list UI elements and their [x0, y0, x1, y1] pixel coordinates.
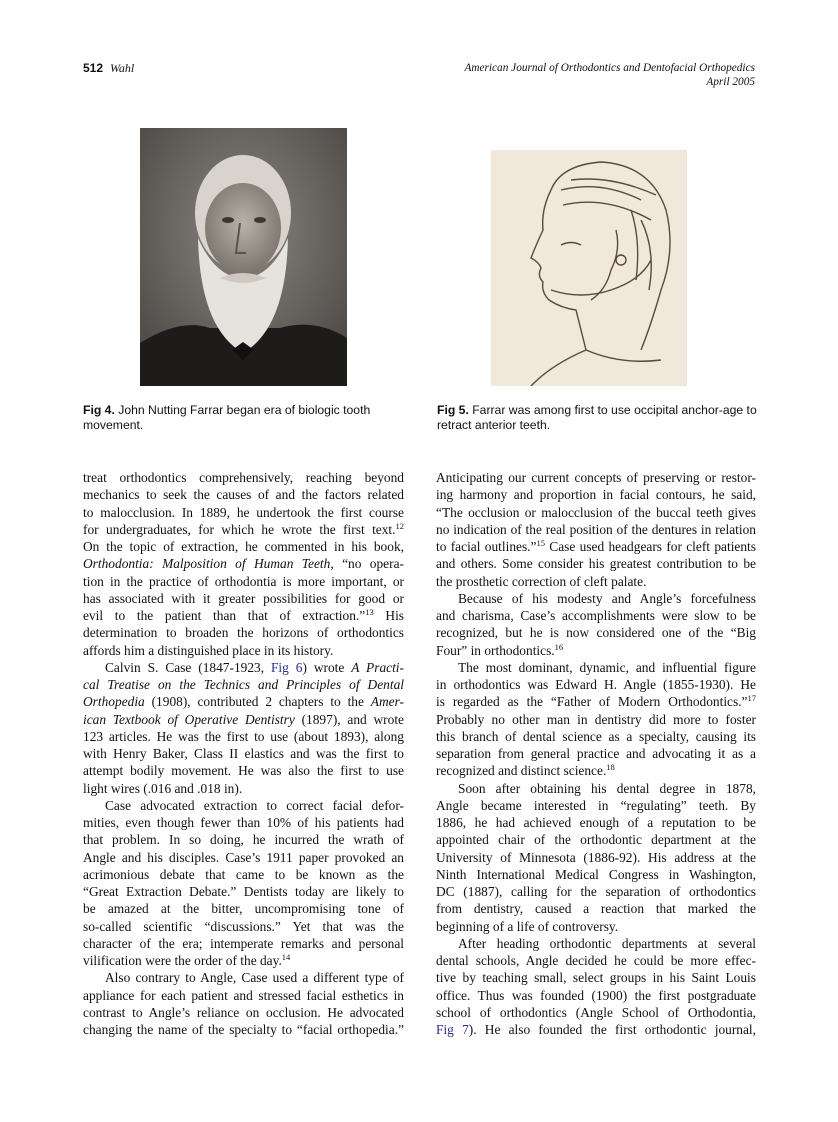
text-line	[436, 866, 756, 883]
text-line	[83, 486, 404, 503]
text-line	[83, 693, 404, 710]
text-line	[436, 969, 756, 986]
figure-5-caption	[437, 403, 759, 433]
figure-4-caption	[83, 403, 418, 433]
text-run: treat orthodontics comprehensively, reaching beyond	[83, 470, 404, 485]
text-run: with Henry Baker, Class II elastics and was the first to	[83, 746, 404, 761]
text-line	[83, 538, 404, 555]
body-column-right	[436, 469, 756, 1038]
text-run: and charisma, Case’s accomplishments were slow to be	[436, 608, 756, 623]
text-run: that problem. In so doing, he incurred the wrath of	[83, 832, 404, 848]
figure-link[interactable]: Fig 6	[270, 659, 303, 675]
text-run: 1886, he had achieved enough of a reputation to be	[436, 815, 756, 830]
text-run: ). He also founded the first orthodontic journal,	[468, 1022, 756, 1037]
text-line	[83, 624, 404, 641]
text-run: Angle became interested in “regulating” teeth. By	[436, 797, 756, 813]
text-run: is regarded as the “Father of Modern Orthodontics.”	[436, 694, 748, 710]
italic-text: A Practi-	[351, 659, 404, 675]
text-run: appointed chair of the orthodontic department at the	[436, 832, 756, 848]
reference-superscript[interactable]: 14	[281, 952, 291, 962]
running-header-left	[83, 61, 134, 76]
text-line	[83, 987, 404, 1004]
text-line	[83, 814, 404, 831]
text-line	[436, 521, 756, 538]
text-line	[83, 762, 404, 779]
text-run: mities, even though fewer than 10% of his patients had	[83, 815, 404, 830]
text-line	[83, 504, 404, 521]
italic-text: ican Textbook of Operative Dentistry	[83, 711, 295, 727]
text-run: and others. Some consider his greatest contribution to be	[436, 556, 756, 572]
text-line	[436, 1021, 756, 1038]
reference-superscript[interactable]: 13	[365, 607, 374, 617]
text-run: evil to the patient than that of extraction.”	[83, 608, 366, 623]
text-run: affords him a distinguished place in its history.	[83, 642, 334, 658]
reference-superscript[interactable]: 15	[536, 538, 545, 548]
text-line	[83, 555, 404, 572]
text-run: Because of his modesty and Angle’s forcefulness	[458, 590, 756, 606]
text-line	[83, 607, 404, 624]
text-run: “The occlusion or malocclusion of the buccal teeth gives	[436, 504, 756, 520]
text-run: Soon after obtaining his dental degree in 1878,	[458, 780, 756, 796]
figure-link[interactable]: Fig 7	[436, 1022, 469, 1037]
text-run: University of Minnesota (1886-92). His address at the	[436, 849, 756, 865]
text-run: (1897), and wrote	[294, 711, 404, 727]
figure-4-portrait-photo	[140, 128, 347, 386]
italic-text: cal Treatise on the Technics and Principles of Dental	[83, 677, 404, 692]
text-line	[436, 573, 756, 590]
text-line	[83, 780, 404, 797]
running-header-right	[464, 61, 755, 89]
text-run: tive by teaching small, select groups in his Saint Louis	[436, 970, 756, 986]
text-run: mechanics to seek the causes of and the factors related	[83, 487, 404, 503]
text-run: determination to broaden the horizons of orthodontics	[83, 625, 404, 641]
italic-text: Amer-	[370, 694, 404, 710]
text-line	[83, 711, 404, 728]
text-run: office. Thus was founded (1900) the first postgraduate	[436, 987, 756, 1003]
text-line	[436, 642, 756, 659]
italic-text: Orthopedia	[83, 694, 145, 710]
text-line	[83, 642, 404, 659]
text-run: no indication of the real position of the dentures in relation	[436, 521, 756, 537]
text-run: DC (1887), calling for the separation of orthodontics	[436, 884, 756, 899]
text-line	[436, 693, 756, 710]
text-run: character of the era; intemperate remarks and personal	[83, 935, 404, 951]
text-line	[83, 849, 404, 866]
figure-4-label: Fig 4.	[83, 403, 115, 417]
issue-date: April 2005	[706, 76, 755, 88]
text-line	[83, 659, 404, 676]
figure-4-caption-text: John Nutting Farrar began era of biologic tooth movement.	[83, 403, 371, 432]
text-run: the prosthetic correction of cleft palate.	[436, 573, 647, 589]
text-line	[436, 780, 756, 797]
reference-superscript[interactable]: 18	[606, 762, 615, 773]
figure-5-sketch	[491, 150, 687, 386]
text-line	[83, 866, 404, 883]
text-line	[436, 607, 756, 624]
text-line	[436, 883, 756, 900]
text-run: so-called scientific “discussions.” Yet that was the	[83, 918, 404, 934]
text-run: dental schools, Angle decided he could be more effec-	[436, 953, 756, 968]
text-run: separation from general practice and advocating it as a	[436, 746, 756, 761]
text-line	[436, 900, 756, 917]
text-run: contrast to Angle’s reliance on occlusion. He advocated	[83, 1004, 404, 1020]
text-run: attempt bodily movement. He was also the first to use	[83, 763, 404, 779]
text-line	[83, 590, 404, 607]
text-line	[436, 1004, 756, 1021]
text-line	[83, 952, 404, 969]
text-line	[83, 883, 404, 900]
text-run: Anticipating our current concepts of preserving or restor-	[436, 470, 756, 485]
text-line	[436, 918, 756, 935]
text-line	[83, 1021, 404, 1038]
text-line	[436, 831, 756, 848]
text-run: be amazed at the bitter, uncompromising tone of	[83, 901, 404, 917]
text-line	[83, 918, 404, 935]
text-run: , “no opera-	[330, 556, 404, 572]
reference-superscript[interactable]: 17	[747, 693, 756, 704]
text-run: The most dominant, dynamic, and influential figure	[458, 659, 756, 675]
text-run: Case used headgears for cleft patients	[544, 539, 756, 554]
text-line	[436, 469, 756, 486]
text-run: recognized, but he is now considered one of the “Big	[436, 625, 756, 641]
text-run: Ninth International Medical Congress in Washington,	[436, 866, 756, 882]
text-line	[83, 1004, 404, 1021]
text-line	[436, 504, 756, 521]
text-run: in orthodontics was Edward H. Angle (1855-1930). He	[436, 677, 756, 692]
reference-superscript[interactable]: 16	[554, 641, 564, 652]
text-run: changing the name of the specialty to “facial orthopedia.”	[83, 1022, 404, 1037]
text-run: has associated with it greater possibilities for good or	[83, 590, 404, 606]
text-run: this branch of dental science as a specialty, causing its	[436, 728, 756, 744]
text-line	[83, 797, 404, 814]
text-line	[83, 521, 404, 538]
text-line	[436, 555, 756, 572]
text-run: After heading orthodontic departments at several	[458, 935, 756, 951]
text-run: On the topic of extraction, he commented in his book,	[83, 539, 404, 554]
text-run: 123 articles. He was the first to use (about 1893), along	[83, 728, 404, 744]
text-run: Probably no other man in dentistry did more to foster	[436, 711, 756, 727]
text-line	[436, 590, 756, 607]
text-line	[436, 676, 756, 693]
figure-5-caption-text: Farrar was among first to use occipital anchor-age to retract anterior teeth.	[437, 403, 757, 432]
text-run: to malocclusion. In 1889, he undertook the first course	[83, 504, 404, 520]
text-run: recognized and distinct science.	[436, 763, 607, 779]
text-line	[83, 831, 404, 848]
text-line	[83, 728, 404, 745]
figure-5-label: Fig 5.	[437, 403, 469, 417]
text-line	[83, 745, 404, 762]
text-line	[436, 624, 756, 641]
text-run: for undergraduates, for which he wrote the first text.	[83, 521, 396, 537]
text-run: (1908), contributed 2 chapters to the	[144, 694, 371, 710]
text-run: to facial outlines.”	[436, 539, 537, 554]
text-line	[436, 762, 756, 779]
text-line	[436, 952, 756, 969]
text-run: ) wrote	[302, 659, 352, 675]
text-line	[83, 676, 404, 693]
body-column-left	[83, 469, 404, 1038]
text-line	[436, 711, 756, 728]
text-line	[436, 538, 756, 555]
page-number: 512	[83, 61, 104, 75]
text-line	[436, 659, 756, 676]
text-run: tion in the practice of orthodontia is more important, or	[83, 573, 404, 589]
text-run: from dentistry, caused a reaction that marked the	[436, 901, 756, 917]
text-line	[436, 797, 756, 814]
text-run: Case advocated extraction to correct facial defor-	[105, 797, 404, 813]
text-line	[436, 814, 756, 831]
text-line	[436, 728, 756, 745]
journal-title: American Journal of Orthodontics and Dentofacial Orthopedics	[464, 62, 755, 74]
running-author: Wahl	[110, 61, 135, 75]
reference-superscript[interactable]: 12	[395, 520, 404, 531]
text-run: Four” in orthodontics.	[436, 642, 555, 658]
text-run: Also contrary to Angle, Case used a different type of	[105, 970, 404, 986]
text-run: appliance for each patient and stressed facial esthetics in	[83, 987, 404, 1003]
text-line	[436, 486, 756, 503]
text-line	[436, 849, 756, 866]
text-line	[83, 935, 404, 952]
text-run: Calvin S. Case (1847-1923,	[105, 659, 271, 675]
text-run: “Great Extraction Debate.” Dentists today are likely to	[83, 884, 404, 899]
italic-text: Orthodontia: Malposition of Human Teeth	[83, 556, 331, 572]
text-line	[83, 969, 404, 986]
text-run: Angle and his disciples. Case’s 1911 paper provoked an	[83, 849, 404, 865]
text-run: vilification were the order of the day.	[83, 953, 282, 968]
text-run: school of orthodontics (Angle School of Orthodontia,	[436, 1004, 756, 1020]
text-run: beginning of a life of controversy.	[436, 918, 619, 934]
text-line	[83, 469, 404, 486]
text-line	[436, 935, 756, 952]
text-line	[436, 987, 756, 1004]
text-line	[83, 900, 404, 917]
text-run: His	[373, 608, 404, 623]
text-run: acrimonious debate that came to be known as the	[83, 866, 404, 882]
text-line	[83, 573, 404, 590]
text-run: light wires (.016 and .018 in).	[83, 780, 243, 796]
text-line	[436, 745, 756, 762]
text-run: ing harmony and proportion in facial contours, he said,	[436, 487, 756, 503]
